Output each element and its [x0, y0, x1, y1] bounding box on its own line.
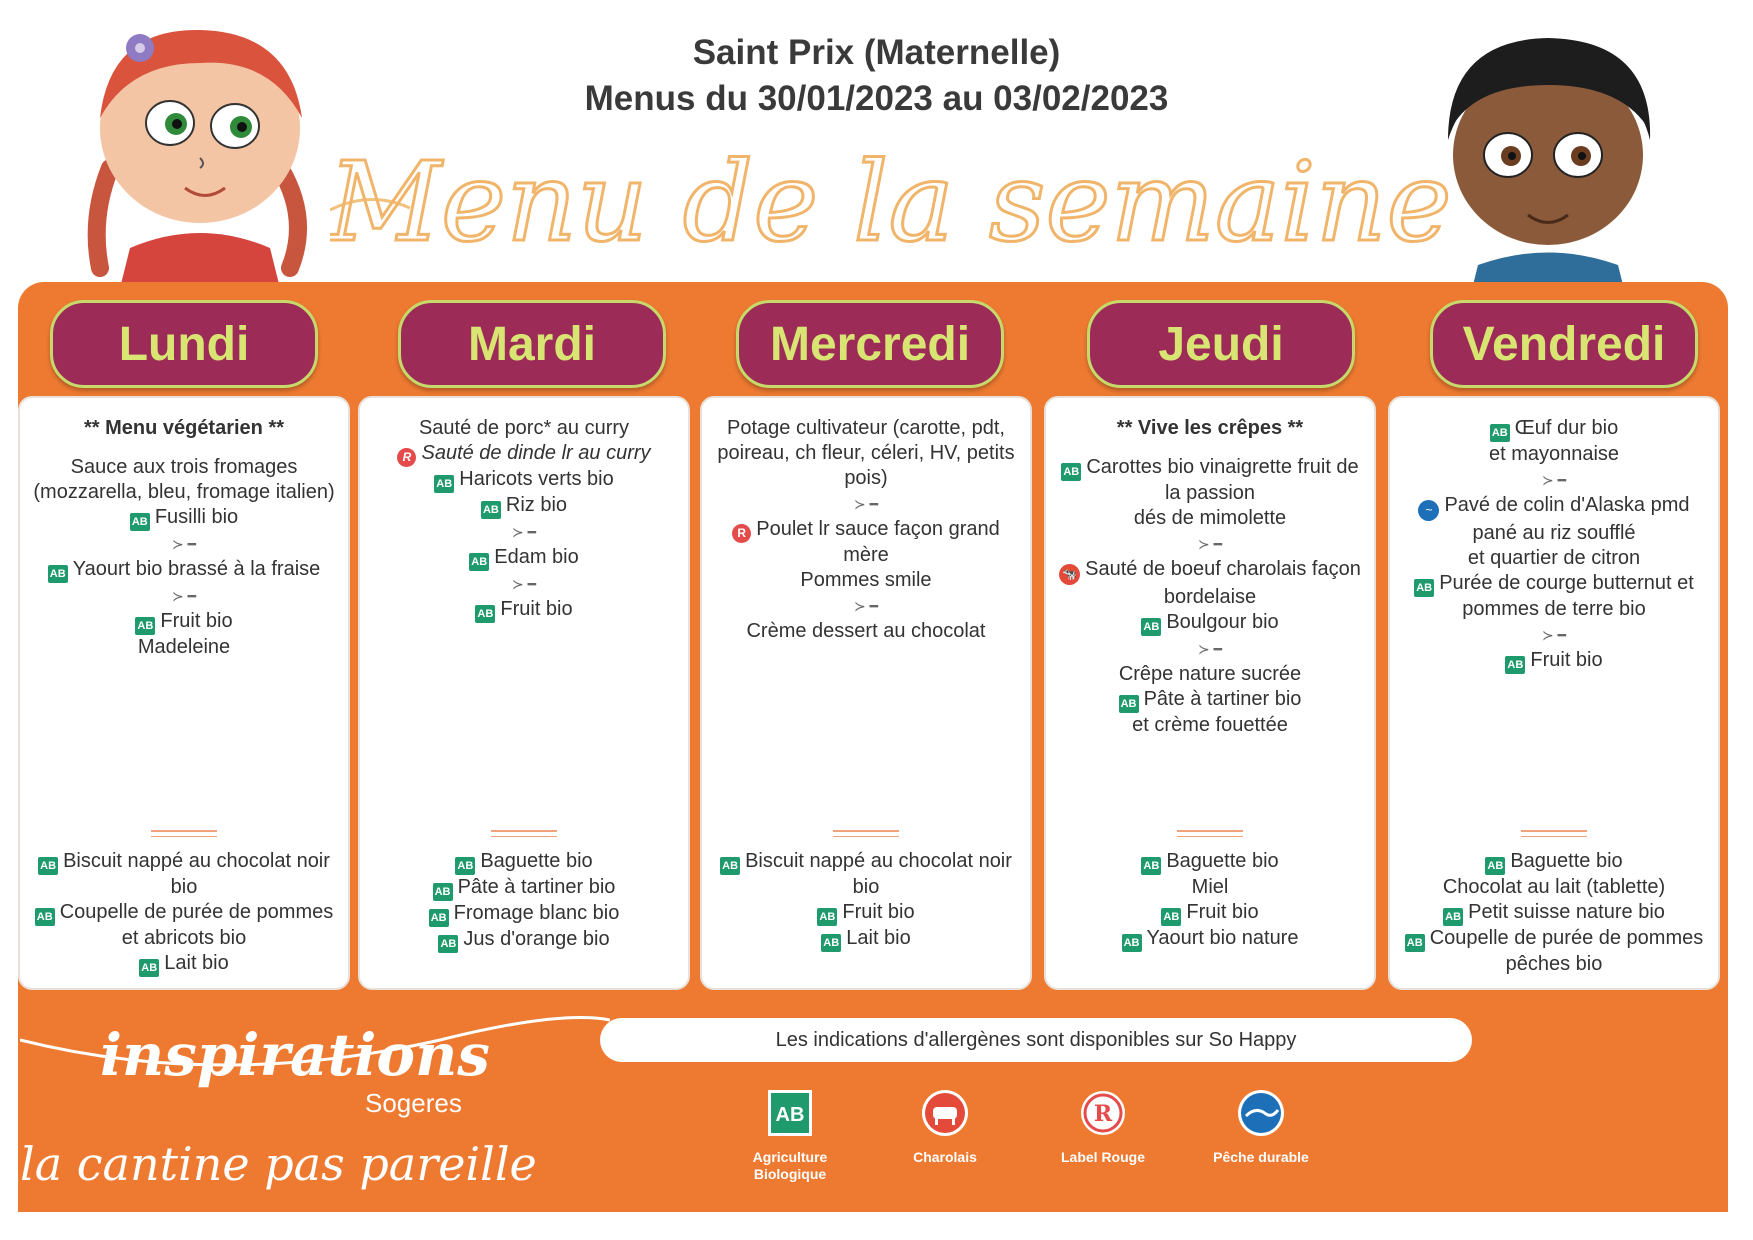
brand-logo: [20, 1000, 610, 1210]
brand-main: inspirations: [100, 1021, 490, 1089]
menu-item-text: ** Vive les crêpes **: [1116, 417, 1304, 439]
menu-item-text: Yaourt bio brassé à la fraise: [72, 558, 321, 580]
organic-bio-icon: AB: [469, 553, 489, 571]
menu-item: [1046, 662, 1374, 687]
day-column-lundi: [18, 396, 350, 990]
menu-item: [1390, 926, 1718, 977]
organic-bio-icon: AB: [821, 934, 841, 952]
legend-charolais: [880, 1088, 1010, 1166]
menu-item: [360, 849, 688, 875]
menu-item-text: et quartier de citron: [1467, 547, 1641, 569]
menu-item: [702, 849, 1030, 900]
menu-item: [1046, 926, 1374, 952]
organic-bio-icon: AB: [481, 501, 501, 519]
legend-label-rouge: [1038, 1088, 1168, 1166]
menu-item-text: Fromage blanc bio: [453, 902, 620, 924]
label-rouge-icon: R: [397, 448, 416, 467]
peche-durable-icon: ~: [1418, 500, 1439, 521]
menu-item-text: Baguette bio: [1166, 850, 1279, 872]
organic-bio-icon: AB: [1505, 656, 1525, 674]
menu-item: [20, 635, 348, 660]
menu-item: [1390, 648, 1718, 674]
charolais-icon: 🐄: [1059, 564, 1080, 585]
course-separator: ≻ ━: [171, 588, 197, 604]
menu-item-text: Riz bio: [505, 494, 568, 516]
organic-bio-icon: AB: [48, 565, 68, 583]
menu-item: [1046, 455, 1374, 506]
menu-item-text: Crêpe nature sucrée: [1118, 663, 1302, 685]
menu-item: [360, 441, 688, 467]
menu-item: [1390, 546, 1718, 571]
course-separator: ≻ ━: [853, 496, 879, 512]
menu-item: [360, 597, 688, 623]
organic-bio-icon: AB: [130, 513, 150, 531]
brand-sub: Sogeres: [365, 1088, 462, 1118]
snack-divider: [151, 830, 217, 837]
organic-bio-icon: AB: [433, 883, 453, 901]
menu-item-text: Miel: [1191, 876, 1229, 898]
main-menu: [20, 416, 348, 660]
menu-item: [360, 493, 688, 519]
main-menu: [702, 416, 1030, 644]
label-rouge-logo-icon: [1078, 1088, 1128, 1138]
menu-theme: [1046, 416, 1374, 441]
menu-item-text: Œuf dur bio: [1514, 417, 1619, 439]
menu-item: [1390, 416, 1718, 442]
menu-item-text: et mayonnaise: [1488, 443, 1620, 465]
menu-item: [20, 505, 348, 531]
menu-item: [1046, 506, 1374, 531]
menu-item-text: Fruit bio: [842, 901, 915, 923]
snack-divider: [1177, 830, 1243, 837]
course-separator: ≻ ━: [171, 536, 197, 552]
organic-bio-icon: AB: [1141, 618, 1161, 636]
course-separator: ≻ ━: [1541, 627, 1567, 643]
organic-bio-icon: AB: [1414, 579, 1434, 597]
menu-item-text: Sauce aux trois fromages: [70, 456, 298, 478]
legend-label: Charolais: [913, 1149, 977, 1165]
snack-divider: [1521, 830, 1587, 837]
organic-bio-icon: AB: [455, 857, 475, 875]
peche-durable-logo-icon: [1236, 1088, 1286, 1138]
organic-bio-icon: AB: [139, 959, 159, 977]
menu-item-text: et crème fouettée: [1132, 714, 1288, 736]
menu-item-text: Lait bio: [164, 952, 229, 974]
menu-item-text: Pommes smile: [800, 569, 932, 591]
menu-item: [702, 568, 1030, 593]
menu-item: [360, 901, 688, 927]
menu-dates: Menus du 30/01/2023 au 03/02/2023: [584, 79, 1169, 118]
menu-item-text: (mozzarella, bleu, fromage italien): [33, 481, 335, 503]
menu-item: [20, 951, 348, 977]
organic-bio-icon: AB: [1405, 934, 1425, 952]
organic-bio-icon: AB: [438, 935, 458, 953]
tab-mercredi: Mercredi: [736, 300, 1004, 388]
menu-item: [360, 875, 688, 901]
menu-item-text: ** Menu végétarien **: [83, 417, 285, 439]
menu-item-text: Edam bio: [494, 546, 579, 568]
menu-item-text: Lait bio: [846, 927, 911, 949]
organic-bio-icon: AB: [1443, 908, 1463, 926]
day-column-mercredi: [700, 396, 1032, 990]
boy-illustration: [1428, 30, 1668, 285]
menu-item-text: Fruit bio: [160, 610, 233, 632]
course-separator: ≻ ━: [511, 576, 537, 592]
organic-bio-icon: AB: [1061, 463, 1081, 481]
snack-divider: [491, 830, 557, 837]
menu-item-text: Boulgour bio: [1166, 611, 1279, 633]
menu-theme: [20, 416, 348, 441]
brand-tagline: la cantine pas pareille: [20, 1137, 537, 1191]
menu-item-text: Fruit bio: [500, 598, 573, 620]
menu-item-text: Poulet lr sauce façon grand mère: [756, 518, 1000, 566]
script-title: [330, 120, 1450, 280]
menu-item: [702, 517, 1030, 568]
menu-item-text: Fruit bio: [1186, 901, 1259, 923]
menu-item: [20, 900, 348, 951]
menu-item: [1046, 849, 1374, 875]
menu-item: [1046, 900, 1374, 926]
menu-item: [702, 926, 1030, 952]
girl-illustration: [70, 18, 330, 288]
menu-item-text: Pavé de colin d'Alaska pmd pané au riz soufflé: [1444, 494, 1690, 544]
tab-vendredi: Vendredi: [1430, 300, 1698, 388]
menu-item-text: Carottes bio vinaigrette fruit de la passion: [1086, 456, 1359, 504]
label-rouge-icon: R: [732, 524, 751, 543]
legend-label: Agriculture Biologique: [752, 1149, 828, 1182]
organic-bio-icon: AB: [475, 605, 495, 623]
day-column-mardi: [358, 396, 690, 990]
menu-item: [1046, 687, 1374, 713]
menu-item: [1390, 493, 1718, 546]
menu-item: [1390, 571, 1718, 622]
menu-item-text: Sauté de boeuf charolais façon bordelaise: [1085, 558, 1361, 608]
organic-bio-icon: AB: [1119, 695, 1139, 713]
main-menu: [1390, 416, 1718, 674]
organic-bio-icon: AB: [434, 475, 454, 493]
menu-item-text: Fruit bio: [1530, 649, 1603, 671]
day-column-vendredi: [1388, 396, 1720, 990]
legend-peche-durable: [1196, 1088, 1326, 1166]
main-menu: [1046, 416, 1374, 738]
menu-item-text: Baguette bio: [1510, 850, 1623, 872]
menu-item: [360, 927, 688, 953]
menu-item: [1390, 900, 1718, 926]
menu-item: [1046, 557, 1374, 610]
school-name: Saint Prix (Maternelle): [692, 33, 1061, 72]
menu-item: [20, 480, 348, 505]
organic-bio-icon: AB: [1161, 908, 1181, 926]
menu-item: [20, 455, 348, 480]
menu-item: [360, 416, 688, 441]
course-separator: ≻ ━: [511, 524, 537, 540]
menu-item-text: Purée de courge butternut et pommes de terre bio: [1439, 572, 1694, 620]
menu-item-text: Pâte à tartiner bio: [1143, 688, 1302, 710]
snack-menu: [20, 830, 348, 977]
menu-item: [20, 609, 348, 635]
menu-item-text: Fusilli bio: [154, 506, 239, 528]
menu-item: [1046, 610, 1374, 636]
svg-text:AB: AB: [775, 1104, 805, 1126]
menu-item: [702, 619, 1030, 644]
menu-item: [1390, 442, 1718, 467]
menu-item-text: Petit suisse nature bio: [1468, 901, 1665, 923]
course-separator: ≻ ━: [1541, 472, 1567, 488]
menu-item: [1046, 875, 1374, 900]
menu-item-text: Jus d'orange bio: [463, 928, 610, 950]
menu-item-text: Madeleine: [137, 636, 231, 658]
tab-mardi: Mardi: [398, 300, 666, 388]
allergen-note: Les indications d'allergènes sont disponibles sur So Happy: [600, 1018, 1472, 1062]
menu-item-text: Coupelle de purée de pommes et abricots bio: [59, 901, 334, 949]
snack-menu: [702, 830, 1030, 952]
menu-item: [702, 416, 1030, 491]
script-title-text: Menu de la semaine: [330, 138, 1450, 266]
course-separator: ≻ ━: [853, 598, 879, 614]
snack-divider: [833, 830, 899, 837]
tab-lundi: Lundi: [50, 300, 318, 388]
ab-logo-icon: [765, 1088, 815, 1138]
menu-item-text: Sauté de dinde lr au curry: [421, 442, 651, 464]
menu-item-text: Coupelle de purée de pommes pêches bio: [1429, 927, 1704, 975]
menu-item-text: dés de mimolette: [1133, 507, 1287, 529]
course-separator: ≻ ━: [1197, 536, 1223, 552]
charolais-logo-icon: [920, 1088, 970, 1138]
organic-bio-icon: AB: [35, 908, 55, 926]
day-column-jeudi: [1044, 396, 1376, 990]
menu-item: [20, 849, 348, 900]
menu-item: [1390, 875, 1718, 900]
menu-item-text: Yaourt bio nature: [1146, 927, 1299, 949]
menu-item: [1390, 849, 1718, 875]
organic-bio-icon: AB: [1141, 857, 1161, 875]
organic-bio-icon: AB: [1122, 934, 1142, 952]
menu-item-text: Chocolat au lait (tablette): [1442, 876, 1666, 898]
organic-bio-icon: AB: [38, 857, 58, 875]
snack-menu: [1046, 830, 1374, 952]
organic-bio-icon: AB: [720, 857, 740, 875]
organic-bio-icon: AB: [135, 617, 155, 635]
tab-jeudi: Jeudi: [1087, 300, 1355, 388]
course-separator: ≻ ━: [1197, 641, 1223, 657]
svg-text:R: R: [1093, 1101, 1113, 1127]
main-menu: [360, 416, 688, 623]
menu-item-text: Crème dessert au chocolat: [746, 620, 986, 642]
organic-bio-icon: AB: [1490, 424, 1510, 442]
snack-menu: [1390, 830, 1718, 977]
menu-item-text: Biscuit nappé au chocolat noir bio: [745, 850, 1012, 898]
menu-item: [702, 900, 1030, 926]
menu-item-text: Sauté de porc* au curry: [418, 417, 630, 439]
organic-bio-icon: AB: [429, 909, 449, 927]
menu-item-text: Baguette bio: [480, 850, 593, 872]
snack-menu: [360, 830, 688, 953]
organic-bio-icon: AB: [1485, 857, 1505, 875]
legend-label: Pêche durable: [1213, 1149, 1309, 1165]
menu-item-text: Potage cultivateur (carotte, pdt, poireau, ch fleur, céleri, HV, petits pois): [717, 417, 1015, 489]
menu-item: [20, 557, 348, 583]
organic-bio-icon: AB: [817, 908, 837, 926]
menu-item-text: Haricots verts bio: [459, 468, 614, 490]
menu-item: [1046, 713, 1374, 738]
menu-item: [360, 545, 688, 571]
menu-item: [360, 467, 688, 493]
legend-bio: [725, 1088, 855, 1183]
legend-label: Label Rouge: [1060, 1149, 1145, 1165]
menu-item-text: Biscuit nappé au chocolat noir bio: [63, 850, 330, 898]
menu-item-text: Pâte à tartiner bio: [457, 876, 616, 898]
